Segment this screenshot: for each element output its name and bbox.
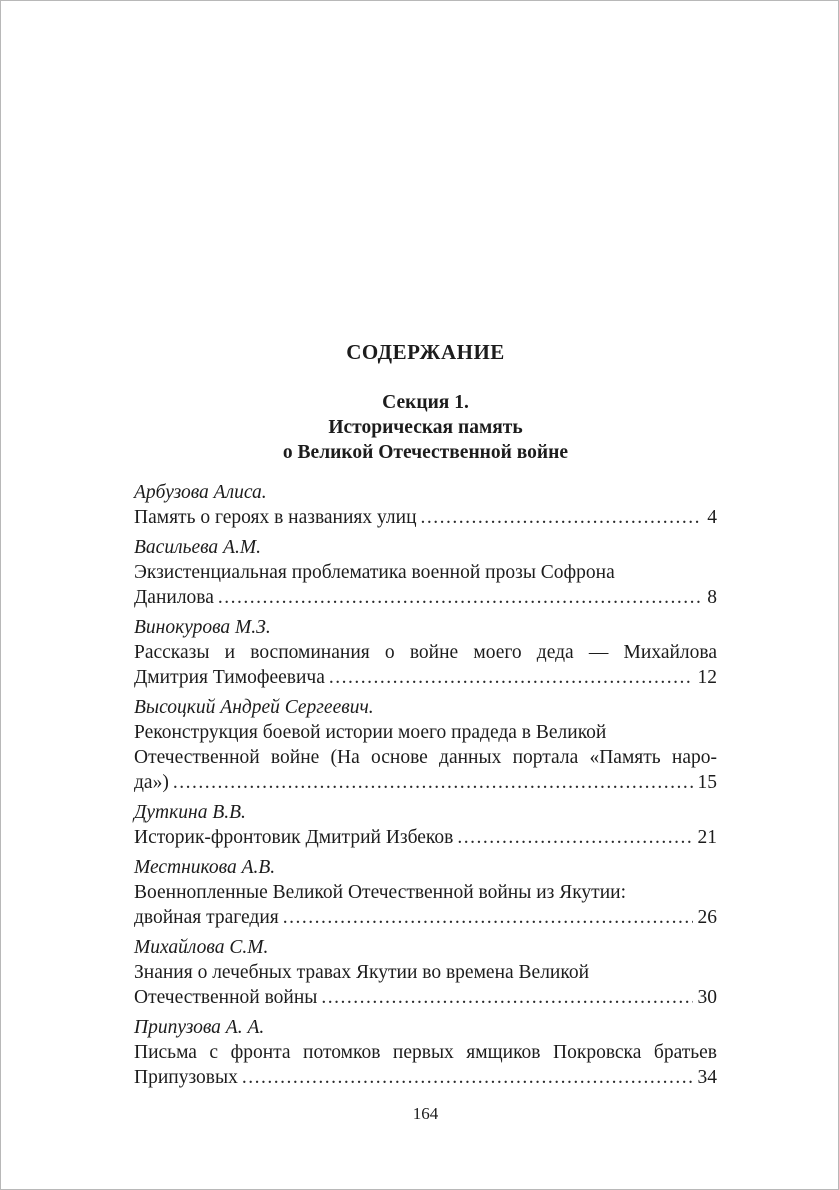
entry-author: Припузова А. А. [134, 1017, 265, 1038]
toc-entry [134, 1015, 717, 1090]
entry-leader-row [134, 825, 717, 850]
toc-entry [134, 535, 717, 610]
entry-title-line: Экзистенциальная проблематика военной прозы Софрона [134, 562, 615, 583]
entry-page-number: 8 [707, 587, 717, 608]
section-heading-line: Секция 1. [382, 392, 469, 413]
text-block [134, 1, 717, 1125]
entry-title-line: Рассказы и воспоминания о войне моего деда — Михайлова [134, 642, 717, 663]
entry-author: Михайлова С.М. [134, 937, 269, 958]
dot-leader [329, 665, 693, 690]
toc-entry [134, 800, 717, 850]
entry-leader-row [134, 905, 717, 930]
toc-entry [134, 855, 717, 930]
entry-page-number: 15 [697, 772, 717, 793]
entry-title-line: Военнопленные Великой Отечественной войны из Якутии: [134, 882, 626, 903]
entry-leader-row [134, 1065, 717, 1090]
toc-entry [134, 695, 717, 795]
entry-author: Арбузова Алиса. [134, 482, 267, 503]
entry-author: Винокурова М.З. [134, 617, 271, 638]
entry-title-last-line: Припузовых [134, 1067, 238, 1088]
entry-title-last-line: Память о героях в названиях улиц [134, 507, 417, 528]
entry-title-last-line: Историк-фронтовик Дмитрий Избеков [134, 827, 454, 848]
section-heading-line: о Великой Отечественной войне [282, 442, 569, 463]
entry-author: Дуткина В.В. [134, 802, 246, 823]
entry-title-last-line: Дмитрия Тимофеевича [134, 667, 325, 688]
entry-page-number: 30 [697, 987, 717, 1008]
entry-page-number: 34 [697, 1067, 717, 1088]
entry-page-number: 21 [697, 827, 717, 848]
entry-title-last-line: двойная трагедия [134, 907, 279, 928]
page-number: 164 [412, 1104, 439, 1123]
entry-page-number: 26 [697, 907, 717, 928]
toc-entry [134, 480, 717, 530]
entry-leader-row [134, 665, 717, 690]
entry-author: Васильева А.М. [134, 537, 261, 558]
entry-leader-row [134, 505, 717, 530]
section-heading-line: Историческая память [328, 417, 523, 438]
dot-leader [321, 985, 692, 1010]
entry-title-line: Отечественной войне (На основе данных портала «Память наро- [134, 747, 717, 768]
entry-title-last-line: Отечественной войны [134, 987, 318, 1008]
entry-author: Местникова А.В. [134, 857, 276, 878]
entry-leader-row [134, 770, 717, 795]
dot-leader [242, 1065, 693, 1090]
entry-title-last-line: да») [134, 772, 169, 793]
section-heading [134, 390, 717, 465]
dot-leader [218, 585, 702, 610]
dot-leader [457, 825, 692, 850]
dot-leader [421, 505, 703, 530]
toc-entry [134, 935, 717, 1010]
entry-title-line: Знания о лечебных травах Якутии во времена Великой [134, 962, 590, 983]
entry-leader-row [134, 985, 717, 1010]
dot-leader [283, 905, 693, 930]
entry-title-line: Реконструкция боевой истории моего прадеда в Великой [134, 722, 607, 743]
toc-title: СОДЕРЖАНИЕ [346, 340, 505, 364]
entry-page-number: 4 [707, 507, 717, 528]
entry-page-number: 12 [697, 667, 717, 688]
entry-author: Высоцкий Андрей Сергеевич. [134, 697, 374, 718]
toc-entries [134, 480, 717, 1090]
toc-entry [134, 615, 717, 690]
entry-title-line: Письма с фронта потомков первых ямщиков Покровска братьев [134, 1042, 717, 1063]
entry-leader-row [134, 585, 717, 610]
entry-title-last-line: Данилова [134, 587, 214, 608]
dot-leader [173, 770, 693, 795]
